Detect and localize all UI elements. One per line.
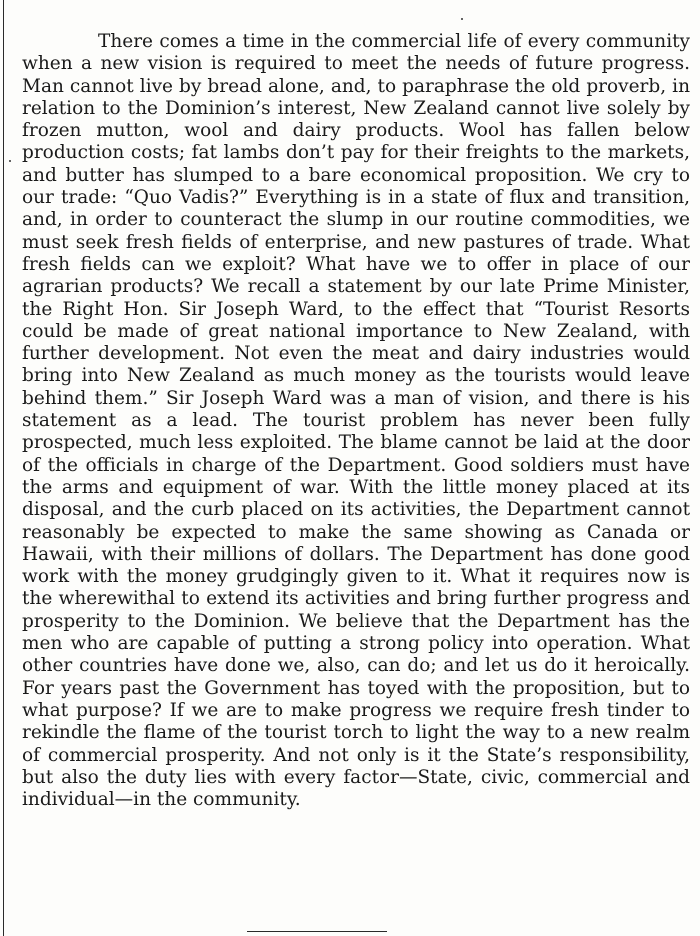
column-rule-left [3,0,4,936]
print-speck [461,18,463,20]
section-divider-rule [247,931,387,932]
article-paragraph: There comes a time in the commercial life of every community when a new vision is required to meet the needs of future progress. Man cannot live by bread alone, and, to paraphrase the old proverb, in relation to the Dominion’s interest, New Zealand cannot live solely by frozen mutton, wool and dairy products. Wool has fallen below production costs; fat lambs don’t pay for their freights to the markets, and butter has slumped to a bare economical proposition. We cry to our trade: “Quo Vadis?” Everything is in a state of flux and transition, and, in order to counteract the slump in our routine commodities, we must seek fresh fields of enterprise, and new pastures of trade. What fresh fields can we exploit? What have we to offer in place of our agrarian products? We recall a statement by our late Prime Minister, the Right Hon. Sir Joseph Ward, to the effect that “Tourist Resorts could be made of great national importance to New Zealand, with further development. Not even the meat and dairy industries would bring into New Zealand as much money as the tourists would leave behind them.” Sir Joseph Ward was a man of vision, and there is his statement as a lead. The tourist problem has never been fully prospected, much less exploited. The blame cannot be laid at the door of the officials in charge of the Department. Good soldiers must have the arms and equipment of war. With the little money placed at its disposal, and the curb placed on its activities, the Department cannot reasonably be expected to make the same showing as Canada or Hawaii, with their millions of dollars. The Department has done good work with the money grudgingly given to it. What it requires now is the wherewithal to extend its activities and bring further progress and prosperity to the Dominion. We believe that the Department has the men who are capable of putting a strong policy into operation. What other countries have done we, also, can do; and let us do it heroically. For years past the Government has toyed with the proposition, but to what purpose? If we are to make progress we require fresh tinder to rekindle the flame of the tourist torch to light the way to a new realm of commercial prosperity. And not only is it the State’s responsibility, but also the duty lies with every factor—State, civic, commercial and individual—in the community. [22,31,690,811]
print-speck [9,160,11,162]
